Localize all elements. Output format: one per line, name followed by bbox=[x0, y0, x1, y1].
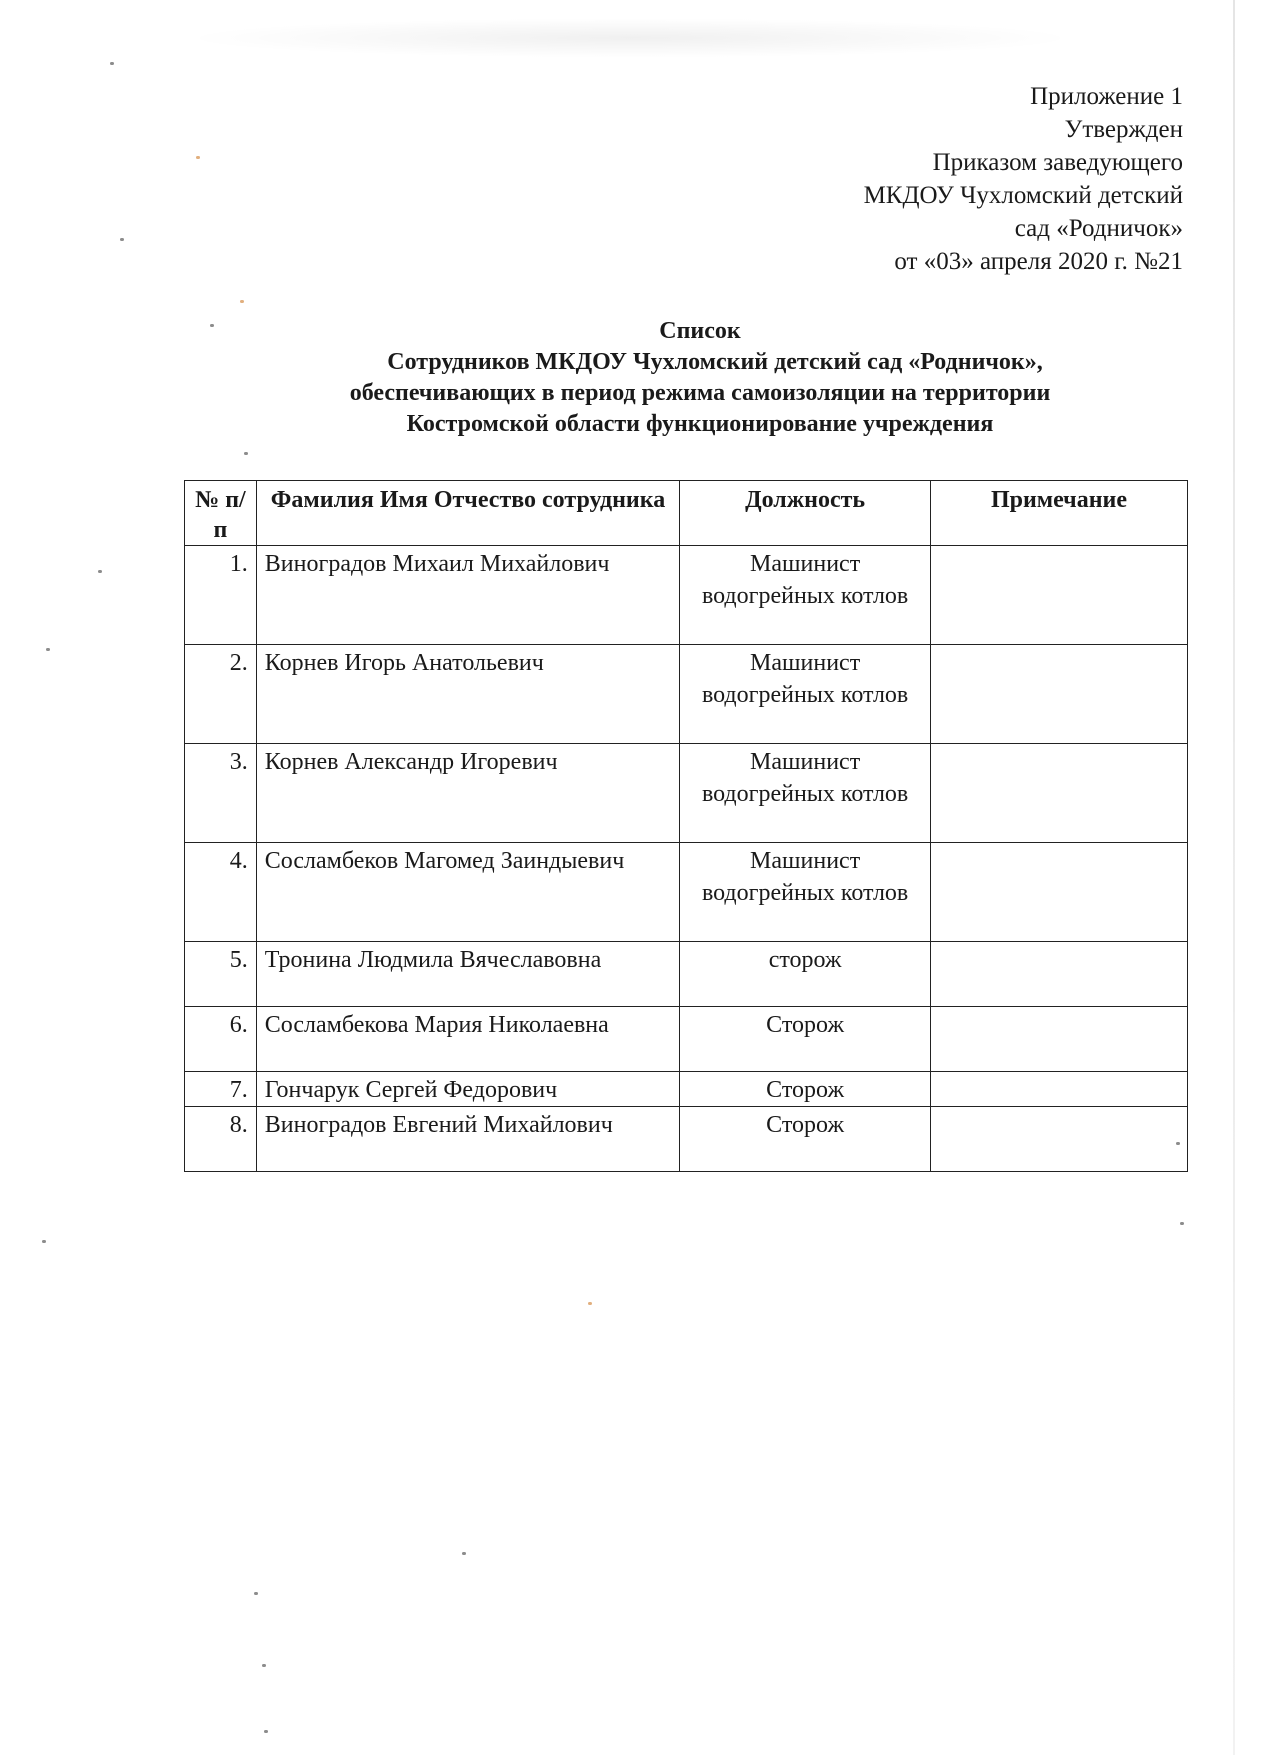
scan-speck bbox=[262, 1664, 266, 1667]
approval-line: Приказом заведующего bbox=[932, 149, 1183, 176]
row-name: Сосламбеков Магомед Заиндыевич bbox=[256, 843, 679, 942]
row-name: Виноградов Евгений Михайлович bbox=[256, 1107, 679, 1172]
row-name: Виноградов Михаил Михайлович bbox=[256, 546, 679, 645]
row-position: Машинист водогрейных котлов bbox=[680, 744, 931, 843]
row-position: Сторож bbox=[680, 1107, 931, 1172]
header-position: Должность bbox=[680, 481, 931, 546]
row-position: Сторож bbox=[680, 1007, 931, 1072]
row-num: 2. bbox=[185, 645, 257, 744]
row-num: 3. bbox=[185, 744, 257, 843]
header-note: Примечание bbox=[930, 481, 1187, 546]
scan-bleed-through bbox=[180, 18, 1080, 58]
table-row bbox=[185, 843, 1188, 942]
row-num: 4. bbox=[185, 843, 257, 942]
scan-speck bbox=[588, 1302, 592, 1305]
scan-speck bbox=[120, 238, 124, 241]
row-position: Машинист водогрейных котлов bbox=[680, 645, 931, 744]
row-note bbox=[930, 1107, 1187, 1172]
scan-speck bbox=[42, 1240, 46, 1243]
row-name: Гончарук Сергей Федорович bbox=[256, 1072, 679, 1107]
row-note bbox=[930, 645, 1187, 744]
row-note bbox=[930, 744, 1187, 843]
scan-speck bbox=[462, 1552, 466, 1555]
scan-speck bbox=[264, 1730, 268, 1733]
row-num: 5. bbox=[185, 942, 257, 1007]
table-row bbox=[185, 546, 1188, 645]
scan-speck bbox=[46, 648, 50, 651]
staff-table bbox=[184, 480, 1188, 1172]
row-num: 7. bbox=[185, 1072, 257, 1107]
table-row bbox=[185, 744, 1188, 843]
approval-line: Утвержден bbox=[1064, 116, 1183, 143]
title-line: Сотрудников МКДОУ Чухломский детский сад «Родничок», bbox=[387, 349, 1043, 375]
scan-speck bbox=[1180, 1222, 1184, 1225]
scan-speck bbox=[244, 452, 248, 455]
title-line: Список bbox=[659, 318, 741, 344]
header-num: № п/п bbox=[185, 481, 257, 546]
scan-speck bbox=[254, 1592, 258, 1595]
row-name: Сосламбекова Мария Николаевна bbox=[256, 1007, 679, 1072]
table-row bbox=[185, 1072, 1188, 1107]
row-position: Сторож bbox=[680, 1072, 931, 1107]
title-line: Костромской области функционирование учреждения bbox=[406, 411, 994, 437]
row-name: Корнев Игорь Анатольевич bbox=[256, 645, 679, 744]
table-row bbox=[185, 1007, 1188, 1072]
table-row bbox=[185, 645, 1188, 744]
row-name: Корнев Александр Игоревич bbox=[256, 744, 679, 843]
row-num: 8. bbox=[185, 1107, 257, 1172]
row-position: Машинист водогрейных котлов bbox=[680, 546, 931, 645]
table-header-row bbox=[185, 481, 1188, 546]
row-position: сторож bbox=[680, 942, 931, 1007]
approval-line: от «03» апреля 2020 г. №21 bbox=[894, 248, 1183, 275]
title-line: обеспечивающих в период режима самоизоляции на территории bbox=[349, 380, 1051, 406]
scan-speck bbox=[98, 570, 102, 573]
header-name: Фамилия Имя Отчество сотрудника bbox=[256, 481, 679, 546]
row-num: 1. bbox=[185, 546, 257, 645]
row-note bbox=[930, 1072, 1187, 1107]
scan-speck bbox=[240, 300, 244, 303]
row-name: Тронина Людмила Вячеславовна bbox=[256, 942, 679, 1007]
approval-line: сад «Родничок» bbox=[1014, 215, 1183, 242]
scan-edge-line bbox=[1233, 0, 1235, 1755]
scan-speck bbox=[110, 62, 114, 65]
table-row bbox=[185, 1107, 1188, 1172]
row-note bbox=[930, 546, 1187, 645]
row-note bbox=[930, 942, 1187, 1007]
approval-stamp-block bbox=[864, 80, 1183, 278]
row-position: Машинист водогрейных котлов bbox=[680, 843, 931, 942]
scan-speck bbox=[196, 156, 200, 159]
row-num: 6. bbox=[185, 1007, 257, 1072]
approval-line: Приложение 1 bbox=[1030, 83, 1183, 110]
document-title bbox=[200, 316, 1200, 440]
table-row bbox=[185, 942, 1188, 1007]
row-note bbox=[930, 843, 1187, 942]
row-note bbox=[930, 1007, 1187, 1072]
approval-line: МКДОУ Чухломский детский bbox=[863, 182, 1183, 209]
